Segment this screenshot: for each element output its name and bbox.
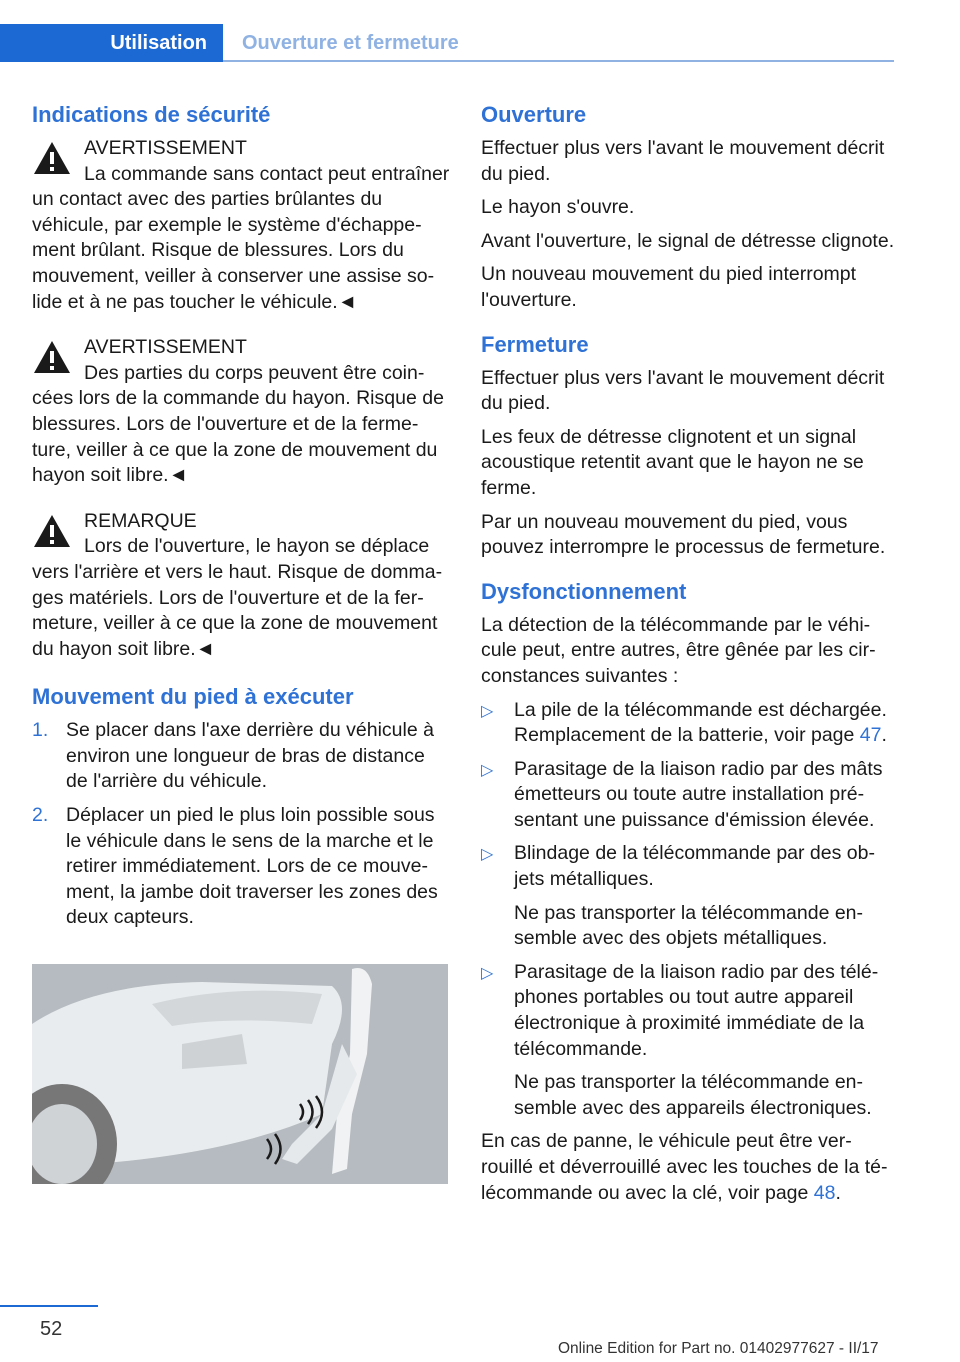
bullet-punct: . (881, 724, 887, 747)
list-item (481, 960, 897, 1122)
conditions-list (481, 698, 897, 1122)
bullet-text: Blindage de la télécommande par des objets métalliques. (514, 842, 875, 891)
final-punct: . (835, 1181, 841, 1204)
paragraph: Les feux de détresse clignotent et un signal acoustique retentit avant que le hayon ne se ferme. (481, 425, 864, 499)
malfunction-heading: Dysfonctionnement (481, 578, 687, 604)
warning-text: La commande sans contact peut entraîner un contact avec des parties brûlantes du véhicule, par exemple le système d'échappement brûlant. Risque de blessures. Lors du mouvement, veiller à conserver une assise solide et à ne pas toucher le véhicule.◄ (32, 162, 450, 313)
edition-note: Online Edition for Part no. 01402977627 - II/17 (558, 1340, 879, 1357)
page-number: 52 (40, 1318, 63, 1340)
open-heading: Ouverture (481, 102, 587, 127)
warning-block (32, 335, 450, 489)
warning-triangle-icon (32, 339, 72, 375)
paragraph: Par un nouveau mouvement du pied, vous pouvez interrompre le processus de fermeture. (481, 510, 886, 559)
notice-block (32, 509, 450, 663)
close-heading: Fermeture (481, 331, 589, 357)
warning-title: AVERTISSEMENT (84, 336, 247, 359)
final-paragraph (481, 1129, 897, 1206)
step-number: 1. (32, 719, 49, 742)
tab-ouverture-fermeture[interactable]: Ouverture et fermeture (242, 32, 459, 54)
warning-block (32, 136, 450, 315)
illustration-foot-sensor (32, 964, 448, 1184)
paragraph: Le hayon s'ouvre. (481, 196, 635, 219)
notice-title: REMARQUE (84, 509, 197, 532)
paragraph: La détection de la télécommande par le véhicule peut, entre autres, être gênée par les circonstances suivantes : (481, 613, 876, 687)
step-text: Déplacer un pied le plus loin possible sous le véhicule dans le sens de la marche et le retirer immédiatement. Lors de ce mouvement, la jambe doit traverser les zones des deux capteurs. (66, 804, 438, 929)
tab-utilisation[interactable]: Utilisation (0, 24, 223, 62)
bullet-text: Parasitage de la liaison radio par des mâts émetteurs ou toute autre installation présentant une puissance d'émission élevée. (514, 757, 883, 831)
steps-list (32, 718, 450, 931)
warning-triangle-icon (32, 140, 72, 176)
car-rear-illustration (32, 964, 448, 1184)
paragraph: Un nouveau mouvement du pied interrompt l'ouverture. (481, 263, 857, 311)
page-link[interactable]: 47 (859, 724, 882, 747)
safety-heading: Indications de sécurité (32, 102, 271, 127)
triangle-bullet-icon: ▷ (481, 846, 494, 864)
bullet-subtext: Ne pas transporter la télécommande ensemble avec des appareils électroniques. (514, 1071, 872, 1119)
paragraph: Avant l'ouverture, le signal de détresse clignote. (481, 229, 895, 252)
list-item (481, 757, 897, 834)
page-link[interactable]: 48 (813, 1181, 836, 1204)
step-text: Se placer dans l'axe derrière du véhicule à environ une longueur de bras de distance de l'arrière du véhicule. (66, 719, 434, 793)
triangle-bullet-icon: ▷ (481, 702, 494, 720)
paragraph: Effectuer plus vers l'avant le mouvement décrit du pied. (481, 366, 885, 415)
right-column (481, 100, 897, 1214)
left-column (32, 100, 450, 943)
list-item (32, 718, 450, 795)
bullet-text: Parasitage de la liaison radio par des téléphones portables ou tout autre appareil électronique à proximité immédiate de la télécommande. (514, 960, 879, 1060)
triangle-bullet-icon: ▷ (481, 964, 494, 982)
warning-triangle-icon (32, 513, 72, 549)
list-item (481, 841, 897, 951)
bullet-subtext: Ne pas transporter la télécommande ensemble avec des objets métalliques. (514, 901, 864, 950)
final-text: En cas de panne, le véhicule peut être verrouillé et déverrouillé avec les touches de la télécommande ou avec la clé, voir page (481, 1130, 888, 1204)
step-number: 2. (32, 804, 49, 827)
movement-heading: Mouvement du pied à exécuter (32, 684, 354, 710)
warning-text: Des parties du corps peuvent être coincées lors de la commande du hayon. Risque de blessures. Lors de l'ouverture et de la fermeture, veiller à ce que la zone de mouvement du hayon soit libre.◄ (32, 361, 444, 487)
list-item (481, 698, 897, 749)
triangle-bullet-icon: ▷ (481, 761, 494, 779)
list-item (32, 803, 450, 931)
footer-accent-line (0, 1305, 98, 1307)
paragraph: Effectuer plus vers l'avant le mouvement décrit du pied. (481, 137, 885, 185)
header-divider (223, 60, 894, 62)
bullet-text: La pile de la télécommande est déchargée. Remplacement de la batterie, voir page (514, 698, 887, 747)
notice-text: Lors de l'ouverture, le hayon se déplace vers l'arrière et vers le haut. Risque de dommages matériels. Lors de l'ouverture et de la fermeture, veiller à ce que la zone de mouvement du hayon soit libre.◄ (32, 535, 443, 660)
warning-title: AVERTISSEMENT (84, 137, 247, 159)
